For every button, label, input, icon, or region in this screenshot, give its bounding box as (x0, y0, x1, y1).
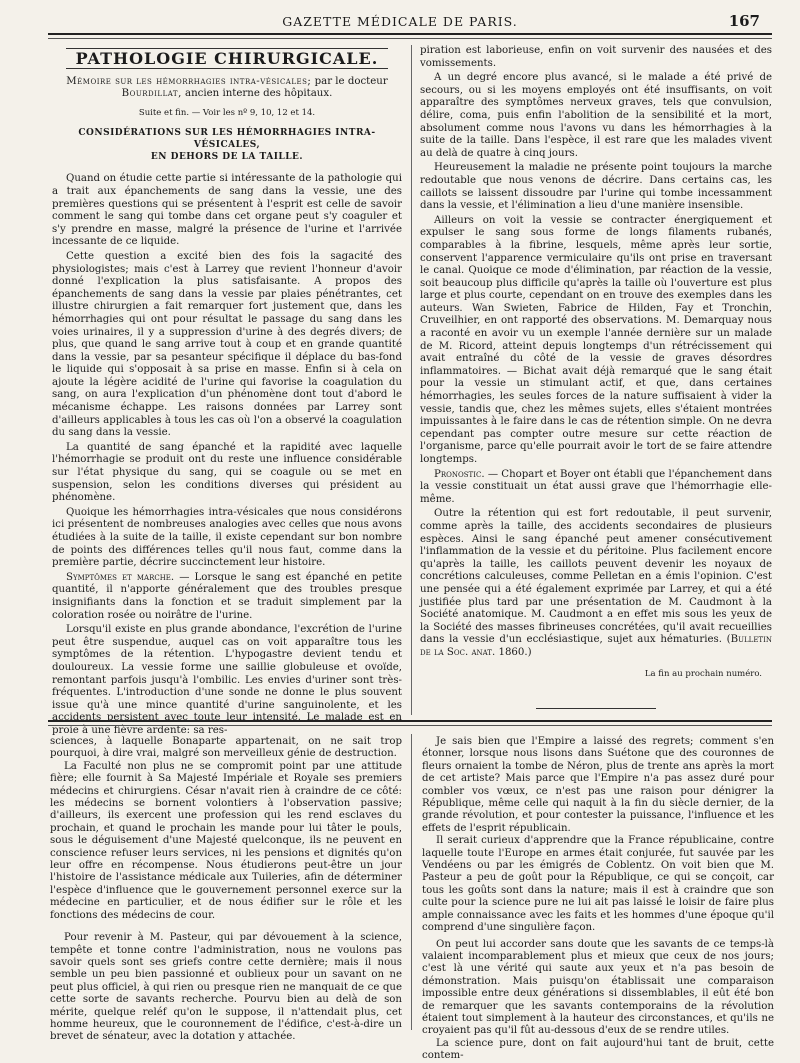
memoir-heading: Mémoire sur les hémorrhagies intra-vésicales; par le docteur Bourdillat, ancien interne des hôpitaux. (66, 75, 388, 100)
paragraph: Lorsqu'il existe en plus grande abondance, l'excrétion de l'urine peut être suspendue, auquel cas on voit apparaître tous les symptômes de la rétention. L'hypogastre devient tendu et douloureux. La vessie forme une saillie globuleuse et ovoïde, remontant parfois jusqu'à l'ombilic. Les envies d'uriner sont très-fréquentes. L'introduction d'une sonde ne donne le plus souvent issue qu'à une mince quantité d'urine sanguinolente, et les accidents persistent avec toute leur intensité. Le malade est en proie à une fièvre ardente: sa res- (52, 624, 402, 736)
bibliographic-reference: Bulletin de la Soc. anat. (420, 634, 772, 658)
paragraph: La quantité de sang épanché et la rapidité avec laquelle l'hémorrhagie se produit ont du reste une influence considérable sur l'état physique du sang, qui se coagule ou se met en suspension, selon les conditions diverses qui président au phénomène. (52, 441, 402, 504)
paragraph: Ailleurs on voit la vessie se contracter énergiquement et expulser le sang sous forme de longs filaments rubanés, comparables à la fibrine, lesquels, même après leur sortie, conservent l'apparence vermiculaire qu'ils ont prise en traversant le canal. Quoique ce mode d'élimination, par réaction de la vessie, soit beaucoup plus difficile qu'après la taille où l'ouverture est plus large et plus courte, cependant on en trouve des exemples dans les auteurs. Wan Swieten, Fabrice de Hilden, Fay et Tronchin, Cruveilhier, en ont rapporté des observations. M. Demarquay nous a raconté en avoir vu un exemple l'année dernière sur un malade de M. Ricord, atteint depuis longtemps d'un rétrécissement qui avait entraîné du côté de la vessie de graves désordres inflammatoires. — Bichat avait déjà remarqué que le sang était pour la vessie un stimulant actif, et que, dans certaines hémorrhagies, les seules forces de la nature suffisaient à vider la vessie, tandis que, chez les mêmes sujets, elles s'étaient montrées impuissantes à le faire dans le cas de rétention simple. On ne devra cependant pas compter outre mesure sur cette réaction de l'organisme, parce qu'elle pourrait avoir le tort de se faire attendre longtemps. (420, 214, 772, 465)
paragraph: Il serait curieux d'apprendre que la France républicaine, contre laquelle toute l'Europe en armes était conjurée, fut sauvée par les Vendéens ou par les émigrés de Coblentz. On voit bien que M. Pasteur a peu de goût pour la République, ce qui se conçoit, car tous les goûts sont dans la nature; mais il est à craindre que son culte pour la science pure ne lui ait pas laissé le loisir de faire plus ample connaissance avec les faits et les hommes d'une époque qu'il comprend d'une singulière façon. (422, 835, 774, 934)
continuation-note: Suite et fin. — Voir les nº 9, 10, 12 et 14. (138, 107, 316, 118)
left-column (52, 45, 402, 738)
paragraph: La Faculté non plus ne se compromit point par une attitude fière; elle fournit à Sa Majesté Impériale et Royale ses premiers médecins et chirurgiens. César n'avait rien à craindre de ce côté: les médecins se bornent volontiers à l'observation passive; d'ailleurs, ils exercent une profession qui les rend esclaves du prochain, et quand le prochain les mande pour lui tâter le pouls, sous le déguisement d'une Majesté quelconque, ils ne peuvent en conscience refuser leurs services, ni les pensions et dignités qu'on leur offre en récompense. Nous étudierons peut-être un jour l'histoire de l'assistance médicale aux Tuileries, afin de déterminer l'espèce d'influence que le gouvernement personnel exerce sur la médecine en particulier, et de nous édifier sur le rôle et les fonctions des médecins de cour. (50, 760, 402, 921)
feuilleton-rule (48, 720, 772, 722)
paragraph: On peut lui accorder sans doute que les savants de ce temps-là valaient incomparablement plus et mieux que ceux de nos jours; c'est là une vérité qui saute aux yeux et n'a pas besoin de démonstration. Mais puisqu'on établissait une comparaison impossible entre deux générations si dissemblables, il eût été bon de remarquer que les savants contemporains de la révolution étaient tout simplement à la hauteur des circonstances, et qu'ils ne croyaient pas qu'il fût au-dessous d'eux de se rendre utiles. (422, 938, 774, 1037)
feuilleton-right-column (422, 736, 774, 1063)
paragraph: Cette question a excité bien des fois la sagacité des physiologistes; mais c'est à Larrey que revient l'honneur d'avoir donné l'explication la plus satisfaisante. A propos des épanchements de sang dans la vessie par plaies pénétrantes, cet illustre chirurgien a fait remarquer fort justement que, dans les hémorrhagies qui ont pour résultat le passage du sang dans les voies urinaires, il y a suppression d'urine à des degrés divers; de plus, que quand le sang arrive tout à coup et en grande quantité dans la vessie, par sa pesanteur spécifique il déplace du bas-fond le liquide qui s'opposait à sa prise en masse. Enfin si à cela on ajoute la légère acidité de l'urine qui favorise la coagulation du sang, on aura l'explication d'un phénomène dont tout d'abord le mécanisme échappe. Les raisons données par Larrey sont d'ailleurs applicables à tous les cas où l'on a observé la coagulation du sang dans la vessie. (52, 250, 402, 439)
paragraph: Symptômes et marche. — Lorsque le sang est épanché en petite quantité, il n'apporte généralement que des troubles presque insignifiants dans la fonction et se traduit simplement par la coloration rosée ou noirâtre de l'urine. (52, 571, 403, 621)
feuilleton-divider (411, 734, 412, 1030)
header-rule (48, 33, 772, 35)
run-in-heading: Pronostic. (434, 468, 485, 480)
to-be-continued-note: La fin au prochain numéro. (644, 668, 762, 679)
feuilleton-left-column (50, 736, 402, 1044)
paragraph: A un degré encore plus avancé, si le malade a été privé de secours, ou si les moyens employés ont été insuffisants, on voit apparaître des symptômes nerveux graves, tels que convulsion, délire, coma, puis enfin l'abolition de la sensibilité et la mort, absolument comme nous l'avons vu dans les hémorrhagies à la suite de la taille. Dans l'espèce, il est rare que les malades vivent au delà de quatre à cinq jours. (420, 72, 772, 159)
header-rule-thin (48, 38, 772, 39)
section-title: PATHOLOGIE CHIRURGICALE. (52, 53, 402, 66)
paragraph: sciences, à laquelle Bonaparte appartenait, on ne sait trop pourquoi, à dire vrai, malgré son merveilleux génie de destruction. (50, 736, 402, 760)
paragraph: Pour revenir à M. Pasteur, qui par dévouement à la science, tempête et tonne contre l'administration, nous ne voulons pas savoir quels sont ses griefs contre cette dernière; mais il nous semble un peu bien passionné et oublieux pour un savant on ne peut plus officiel, à qui rien ou presque rien ne manquait de ce que cette sorte de savants recherche. Pourvu bien au delà de son mérite, quelque reléf qu'on le suppose, il n'attendait plus, cet homme heureux, que le couronnement de l'édifice, c'est-à-dire un brevet de sénateur, avec la dotation y attachée. (50, 932, 402, 1043)
page-number: 167 (728, 12, 760, 30)
journal-title: GAZETTE MÉDICALE DE PARIS. (282, 14, 518, 29)
paragraph: Heureusement la maladie ne présente point toujours la marche redoutable que nous venons de décrire. Dans certains cas, les caillots se laissent dissoudre par l'urine qui tombe incessamment dans la vessie, et l'élimination a lieu d'une manière insensible. (420, 162, 772, 212)
paragraph: Quand on étudie cette partie si intéressante de la pathologie qui a trait aux épanchements de sang dans la vessie, une des premières questions qui se présentent à l'esprit est celle de savoir comment le sang qui tombe dans cet organe peut s'y coaguler et s'y prendre en masse, malgré la présence de l'urine et l'arrivée incessante de ce liquide. (52, 173, 402, 248)
paragraph: Outre la rétention qui est fort redoutable, il peut survenir, comme après la taille, des accidents secondaires de plusieurs espèces. Ainsi le sang épanché peut amener consécutivement l'inflammation de la vessie et du péritoine. Plus facilement encore qu'après la taille, les caillots peuvent devenir les noyaux de concrétions calculeuses, comme Pelletan en a émis l'opinion. C'est une pensée qui a été également exprimée par Larrey, et qui a été justifiée plus tard par une présentation de M. Caudmont à la Société anatomique. M. Caudmont a en effet mis sous les yeux de la Société des masses fibrineuses concrétées, qu'il avait recueillies dans la vessie d'un ecclésiastique, sujet aux hématuries. (Bulletin de la Soc. anat. 1860.) (420, 508, 772, 658)
right-column (420, 45, 772, 709)
paragraph: Je sais bien que l'Empire a laissé des regrets; comment s'en étonner, lorsque nous lisons dans Suétone que des couronnes de fleurs ornaient la tombe de Néron, plus de trente ans après la mort de cet artiste? Mais parce que l'Empire n'a pas assez duré pour combler vos vœux, ce n'est pas une raison pour dénigrer la République, même celle qui naquit à la fin du siècle dernier, de la grande révolution, et pour contester la puissance, l'influence et les effets de l'esprit républicain. (422, 736, 774, 834)
feuilleton-rule-thin (48, 725, 772, 726)
subsection-heading: CONSIDÉRATIONS SUR LES HÉMORRHAGIES INTRA-VÉSICALES, EN DEHORS DE LA TAILLE. (78, 128, 376, 163)
column-divider (411, 45, 412, 715)
end-rule (536, 708, 656, 709)
paragraph: Pronostic. — Chopart et Boyer ont établi que l'épanchement dans la vessie constituait un état aussi grave que l'hémorrhagie elle-même. (420, 468, 772, 505)
run-in-heading: Symptômes et marche. (66, 571, 175, 583)
paragraph: Quoique les hémorrhagies intra-vésicales que nous considérons ici présentent de nombreuses analogies avec celles que nous avons étudiées à la suite de la taille, il existe cependant sur bon nombre de points des différences telles qu'il nous faut, comme dans la première partie, décrire succinctement leur histoire. (52, 506, 402, 569)
paragraph: piration est laborieuse, enfin on voit survenir des nausées et des vomissements. (420, 45, 772, 69)
paragraph: La science pure, dont on fait aujourd'hui tant de bruit, cette contem- (422, 1037, 774, 1062)
